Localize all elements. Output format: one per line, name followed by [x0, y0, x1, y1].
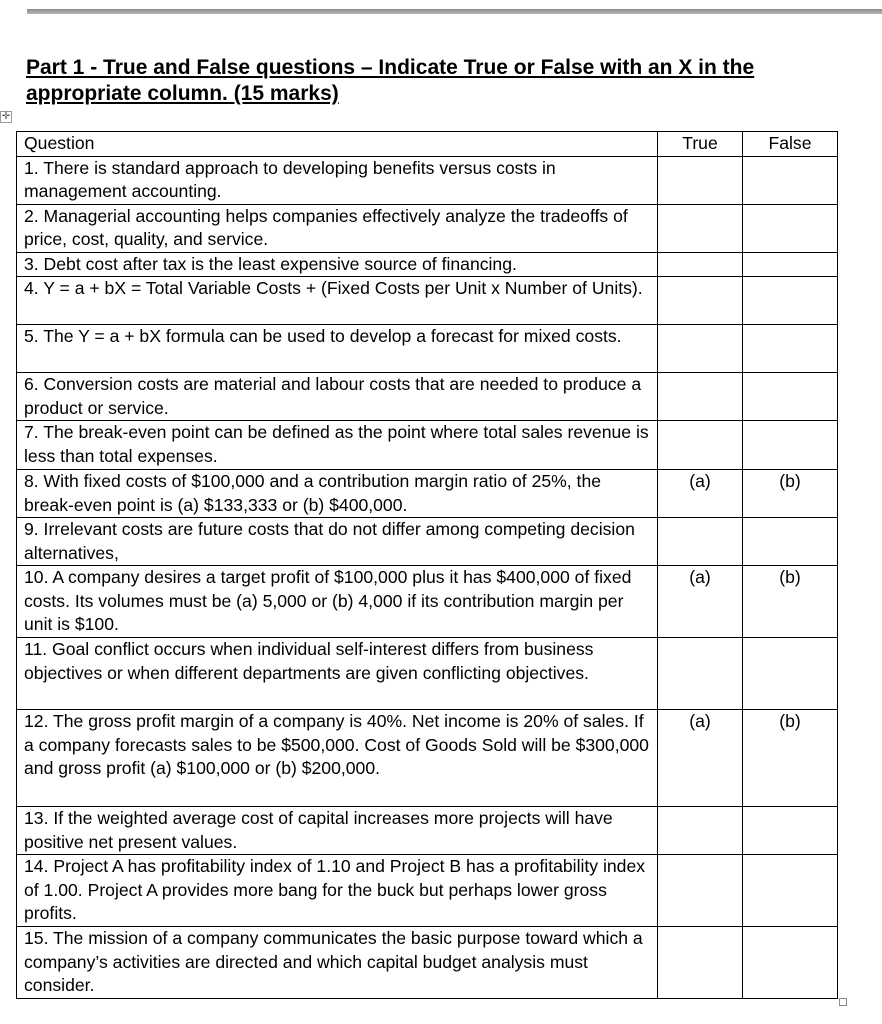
true-answer-cell[interactable] [658, 855, 743, 927]
true-answer-cell[interactable] [658, 325, 743, 373]
question-cell [17, 252, 658, 277]
false-answer-cell[interactable] [743, 373, 838, 421]
true-answer-cell[interactable]: (a) [658, 566, 743, 638]
false-answer-cell[interactable] [743, 638, 838, 710]
question-text: 13. If the weighted average cost of capital increases more projects will have positive net present values. [24, 808, 613, 852]
true-answer-cell[interactable] [658, 252, 743, 277]
header-question: Question [17, 132, 658, 157]
table-row [17, 373, 838, 421]
resize-square-icon[interactable] [839, 998, 847, 1006]
question-cell [17, 710, 658, 807]
question-text: 2. Managerial accounting helps companies effectively analyze the tradeoffs of price, cost, quality, and service. [24, 205, 628, 249]
move-cross-icon[interactable]: ✛ [1, 111, 11, 122]
page-title: Part 1 - True and False questions – Indicate True or False with an X in the appropriate column. (15 marks) [26, 56, 755, 105]
question-cell [17, 204, 658, 252]
question-cell [17, 855, 658, 927]
question-cell [17, 807, 658, 855]
question-text: 3. Debt cost after tax is the least expensive source of financing. [24, 253, 517, 274]
question-text: 15. The mission of a company communicates the basic purpose toward which a company’s activities are directed and which capital budget analysis must consider. [24, 928, 643, 995]
false-answer-cell[interactable] [743, 156, 838, 204]
question-cell [17, 638, 658, 710]
table-row [17, 638, 838, 710]
true-answer-cell[interactable] [658, 807, 743, 855]
question-text: 10. A company desires a target profit of $100,000 plus it has $400,000 of fixed costs. Its volumes must be (a) 5,000 or (b) 4,000 if its contribution margin per unit is $100. [24, 567, 632, 634]
table-row [17, 325, 838, 373]
question-cell [17, 566, 658, 638]
true-answer-cell[interactable] [658, 277, 743, 325]
question-text: 6. Conversion costs are material and labour costs that are needed to produce a product or service. [24, 374, 642, 418]
true-answer-cell[interactable] [658, 373, 743, 421]
question-cell [17, 518, 658, 566]
header-true: True [658, 132, 743, 157]
top-divider-bar [27, 9, 882, 14]
table-row [17, 156, 838, 204]
header-false: False [743, 132, 838, 157]
false-answer-cell[interactable] [743, 277, 838, 325]
false-answer-cell[interactable] [743, 204, 838, 252]
true-answer-cell[interactable] [658, 156, 743, 204]
false-answer-cell[interactable] [743, 807, 838, 855]
true-answer-cell[interactable] [658, 518, 743, 566]
true-false-table [16, 131, 838, 999]
table-row [17, 710, 838, 807]
true-answer-cell[interactable] [658, 204, 743, 252]
false-answer-cell[interactable]: (b) [743, 710, 838, 807]
table-row [17, 927, 838, 999]
false-answer-cell[interactable]: (b) [743, 470, 838, 518]
table-row [17, 252, 838, 277]
table-row [17, 566, 838, 638]
true-answer-cell[interactable] [658, 638, 743, 710]
true-answer-cell[interactable] [658, 421, 743, 470]
question-text: 4. Y = a + bX = Total Variable Costs + (Fixed Costs per Unit x Number of Units). [24, 278, 643, 298]
question-text: 8. With fixed costs of $100,000 and a contribution margin ratio of 25%, the break-even point is (a) $133,333 or (b) $400,000. [24, 471, 602, 515]
question-cell [17, 421, 658, 470]
table-row [17, 421, 838, 470]
question-cell [17, 277, 658, 325]
question-cell [17, 156, 658, 204]
false-answer-cell[interactable] [743, 325, 838, 373]
false-answer-cell[interactable] [743, 421, 838, 470]
false-answer-cell[interactable]: (b) [743, 566, 838, 638]
table-row [17, 470, 838, 518]
table-row [17, 204, 838, 252]
false-answer-cell[interactable] [743, 927, 838, 999]
question-text: 11. Goal conflict occurs when individual self-interest differs from business objectives or when different departments are given conflicting objectives. [24, 639, 594, 683]
table-header-row [17, 132, 838, 157]
false-answer-cell[interactable] [743, 518, 838, 566]
question-cell [17, 373, 658, 421]
false-answer-cell[interactable] [743, 855, 838, 927]
false-answer-cell[interactable] [743, 252, 838, 277]
question-text: 7. The break-even point can be defined as the point where total sales revenue is less than total expenses. [24, 422, 649, 466]
question-text: 5. The Y = a + bX formula can be used to develop a forecast for mixed costs. [24, 326, 622, 346]
true-answer-cell[interactable]: (a) [658, 710, 743, 807]
question-text: 14. Project A has profitability index of 1.10 and Project B has a profitability index of 1.00. Project A provides more bang for the buck but perhaps lower gross profits. [24, 856, 646, 923]
question-cell [17, 927, 658, 999]
question-text: 12. The gross profit margin of a company is 40%. Net income is 20% of sales. If a company forecasts sales to be $500,000. Cost of Goods Sold will be $300,000 and gross profit (a) $100,000 or (b) $200,000. [24, 711, 649, 778]
table-row [17, 807, 838, 855]
question-cell [17, 470, 658, 518]
table-row [17, 855, 838, 927]
true-answer-cell[interactable]: (a) [658, 470, 743, 518]
question-text: 1. There is standard approach to developing benefits versus costs in management accounting. [24, 157, 556, 201]
question-text: 9. Irrelevant costs are future costs that do not differ among competing decision alternatives, [24, 519, 635, 563]
question-cell [17, 325, 658, 373]
true-answer-cell[interactable] [658, 927, 743, 999]
table-row [17, 518, 838, 566]
table-row [17, 277, 838, 325]
